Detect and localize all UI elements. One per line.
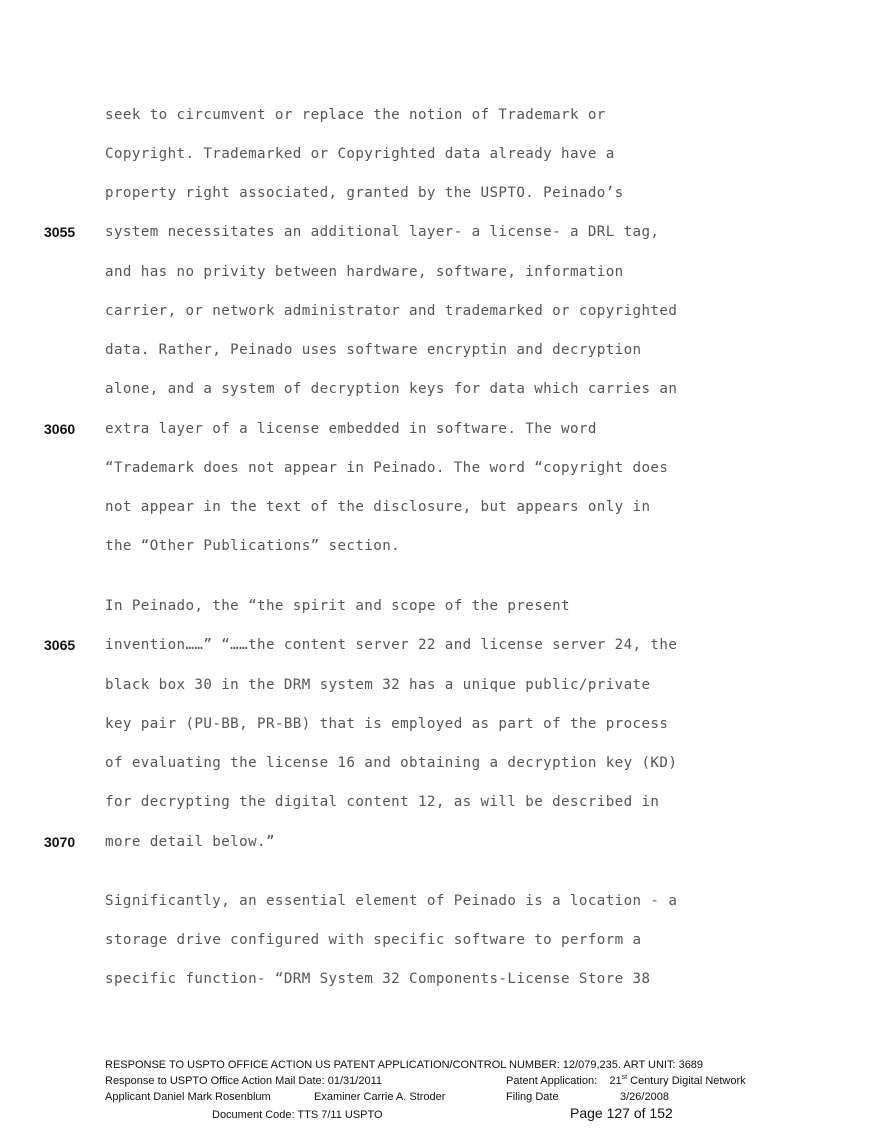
footer-header-line: RESPONSE TO USPTO OFFICE ACTION US PATENT APPLICATION/CONTROL NUMBER: 12/079,235. ART UNIT: 3689 xyxy=(105,1059,704,1071)
footer-examiner: Examiner Carrie A. Stroder xyxy=(314,1091,446,1103)
text-line: In Peinado, the “the spirit and scope of the present xyxy=(105,598,570,614)
text-line: Significantly, an essential element of Peinado is a location - a xyxy=(105,893,678,909)
patent-app-sup: st xyxy=(621,1074,628,1081)
text-line: seek to circumvent or replace the notion of Trademark or xyxy=(105,107,606,123)
text-line: property right associated, granted by the USPTO. Peinado’s xyxy=(105,185,624,201)
text-line: for decrypting the digital content 12, as will be described in xyxy=(105,794,660,810)
line-number: 3070 xyxy=(44,834,76,850)
line-number: 3055 xyxy=(44,224,76,240)
text-line: carrier, or network administrator and trademarked or copyrighted xyxy=(105,303,678,319)
line-number: 3065 xyxy=(44,637,76,653)
text-line: “Trademark does not appear in Peinado. The word “copyright does xyxy=(105,460,669,476)
patent-app-ordinal: 21 xyxy=(609,1075,622,1087)
text-line: data. Rather, Peinado uses software encryptin and decryption xyxy=(105,342,642,358)
text-line: of evaluating the license 16 and obtaining a decryption key (KD) xyxy=(105,755,678,771)
line-number: 3060 xyxy=(44,421,76,437)
footer-document-code: Document Code: TTS 7/11 USPTO xyxy=(212,1109,383,1121)
patent-app-value: Century Digital Network xyxy=(627,1075,746,1087)
patent-app-label: Patent Application: xyxy=(506,1075,598,1087)
footer-filing-label: Filing Date xyxy=(506,1091,559,1103)
text-line: specific function- “DRM System 32 Components-License Store 38 xyxy=(105,971,651,987)
text-line: black box 30 in the DRM system 32 has a unique public/private xyxy=(105,677,651,693)
footer-applicant: Applicant Daniel Mark Rosenblum xyxy=(105,1091,271,1103)
text-line: key pair (PU-BB, PR-BB) that is employed as part of the process xyxy=(105,716,669,732)
text-line: and has no privity between hardware, software, information xyxy=(105,264,624,280)
text-line: the “Other Publications” section. xyxy=(105,538,401,554)
page-of: of xyxy=(629,1105,650,1121)
text-line: more detail below.” xyxy=(105,834,275,850)
page-total: 152 xyxy=(649,1105,673,1121)
footer-filing-value: 3/26/2008 xyxy=(620,1091,669,1103)
footer-mail-date: Response to USPTO Office Action Mail Date: 01/31/2011 xyxy=(105,1075,382,1087)
page-number xyxy=(570,1105,673,1121)
page-prefix: Page xyxy=(570,1105,607,1121)
text-line: system necessitates an additional layer- a license- a DRL tag, xyxy=(105,224,660,240)
text-line: Copyright. Trademarked or Copyrighted data already have a xyxy=(105,146,615,162)
text-line: not appear in the text of the disclosure, but appears only in xyxy=(105,499,651,515)
text-line: invention……” “……the content server 22 and license server 24, the xyxy=(105,637,678,653)
page-current: 127 xyxy=(606,1105,630,1121)
footer-patent-application xyxy=(506,1074,746,1088)
text-line: extra layer of a license embedded in software. The word xyxy=(105,421,597,437)
text-line: storage drive configured with specific software to perform a xyxy=(105,932,642,948)
text-line: alone, and a system of decryption keys for data which carries an xyxy=(105,381,678,397)
